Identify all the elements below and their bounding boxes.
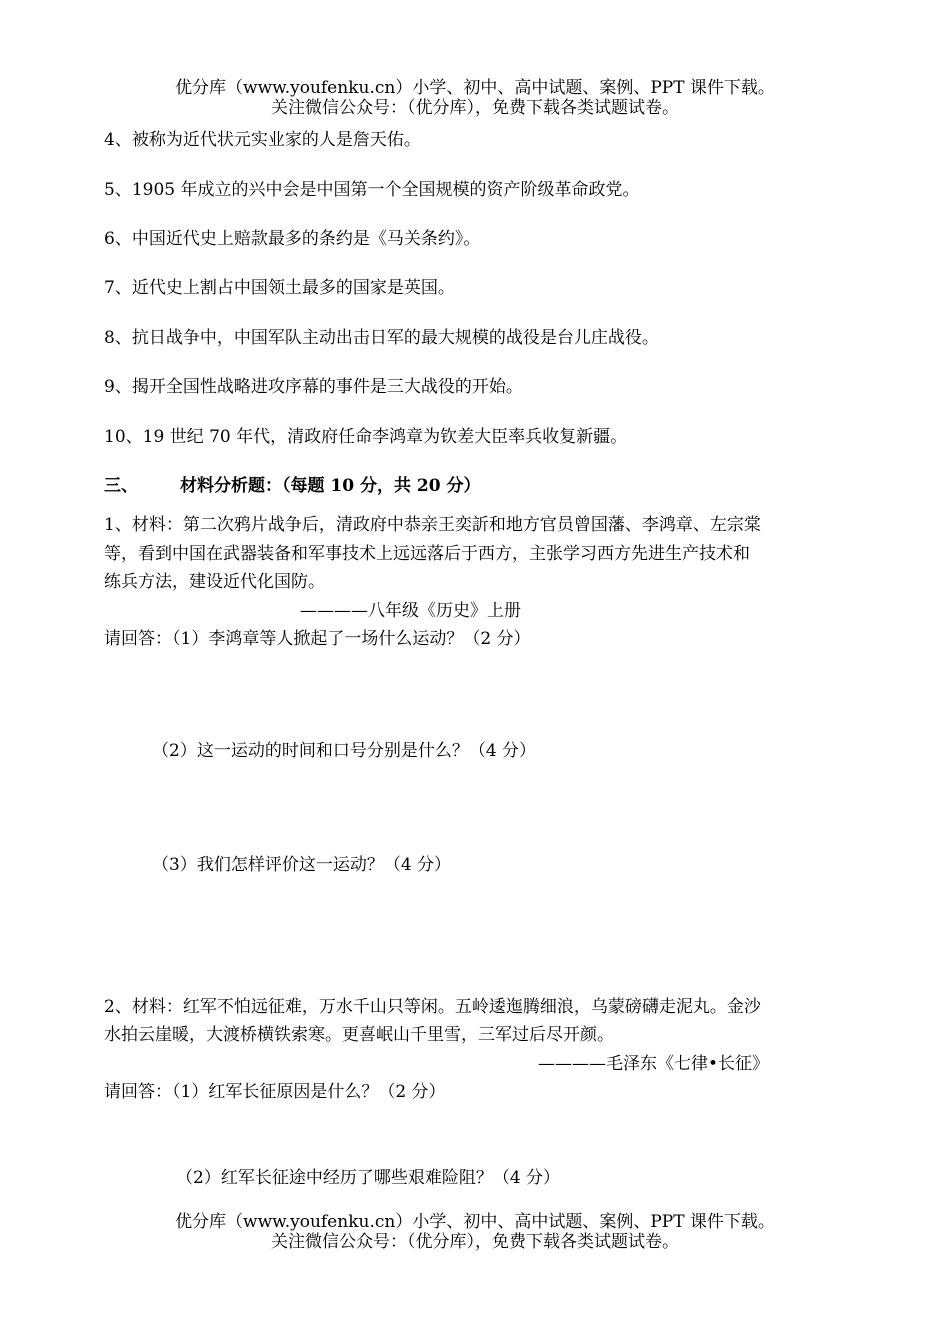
q2-source: ————毛泽东《七律•长征》 bbox=[538, 1054, 770, 1074]
footer-line-1: 优分库（www.youfenku.cn）小学、初中、高中试题、案例、PPT 课件下载。 bbox=[175, 1212, 775, 1232]
section-title: 材料分析题：（每题 10 分，共 20 分） bbox=[180, 476, 481, 496]
header-line-1: 优分库（www.youfenku.cn）小学、初中、高中试题、案例、PPT 课件下载。 bbox=[175, 78, 775, 98]
section-heading bbox=[104, 475, 481, 497]
judgement-item-4: 4、被称为近代状元实业家的人是詹天佑。 bbox=[104, 130, 421, 150]
q2-subquestion-2: （2）红军长征途中经历了哪些艰难险阻？（4 分） bbox=[176, 1168, 561, 1188]
q1-subquestion-3: （3）我们怎样评价这一运动？（4 分） bbox=[152, 855, 452, 875]
q1-subquestion-2: （2）这一运动的时间和口号分别是什么？（4 分） bbox=[152, 741, 537, 761]
judgement-item-6: 6、中国近代史上赔款最多的条约是《马关条约》。 bbox=[104, 229, 481, 249]
q1-subquestion-1: 请回答：（1）李鸿章等人掀起了一场什么运动？（2 分） bbox=[104, 629, 531, 649]
header-line-2: 关注微信公众号：（优分库），免费下载各类试题试卷。 bbox=[271, 98, 679, 118]
q2-material-line-2: 水拍云崖暖，大渡桥横铁索寒。更喜岷山千里雪，三军过后尽开颜。 bbox=[104, 1025, 614, 1045]
section-number: 三、 bbox=[104, 476, 138, 496]
footer-line-2: 关注微信公众号：（优分库），免费下载各类试题试卷。 bbox=[271, 1232, 679, 1252]
judgement-item-10: 10、19 世纪 70 年代，清政府任命李鸿章为钦差大臣率兵收复新疆。 bbox=[104, 427, 628, 447]
judgement-item-5: 5、1905 年成立的兴中会是中国第一个全国规模的资产阶级革命政党。 bbox=[104, 180, 640, 200]
q1-material-line-2: 等，看到中国在武器装备和军事技术上远远落后于西方，主张学习西方先进生产技术和 bbox=[104, 544, 750, 564]
judgement-item-8: 8、抗日战争中，中国军队主动出击日军的最大规模的战役是台儿庄战役。 bbox=[104, 328, 659, 348]
q1-material-line-1: 1、材料：第二次鸦片战争后，清政府中恭亲王奕訢和地方官员曾国藩、李鸿章、左宗棠 bbox=[104, 515, 761, 535]
q2-material-line-1: 2、材料：红军不怕远征难，万水千山只等闲。五岭逶迤腾细浪，乌蒙磅礴走泥丸。金沙 bbox=[104, 997, 761, 1017]
q1-material-line-3: 练兵方法，建设近代化国防。 bbox=[104, 572, 325, 592]
q2-subquestion-1: 请回答：（1）红军长征原因是什么？（2 分） bbox=[104, 1082, 446, 1102]
q1-source: ————八年级《历史》上册 bbox=[300, 601, 521, 621]
judgement-item-7: 7、近代史上割占中国领土最多的国家是英国。 bbox=[104, 278, 455, 298]
judgement-item-9: 9、揭开全国性战略进攻序幕的事件是三大战役的开始。 bbox=[104, 377, 523, 397]
